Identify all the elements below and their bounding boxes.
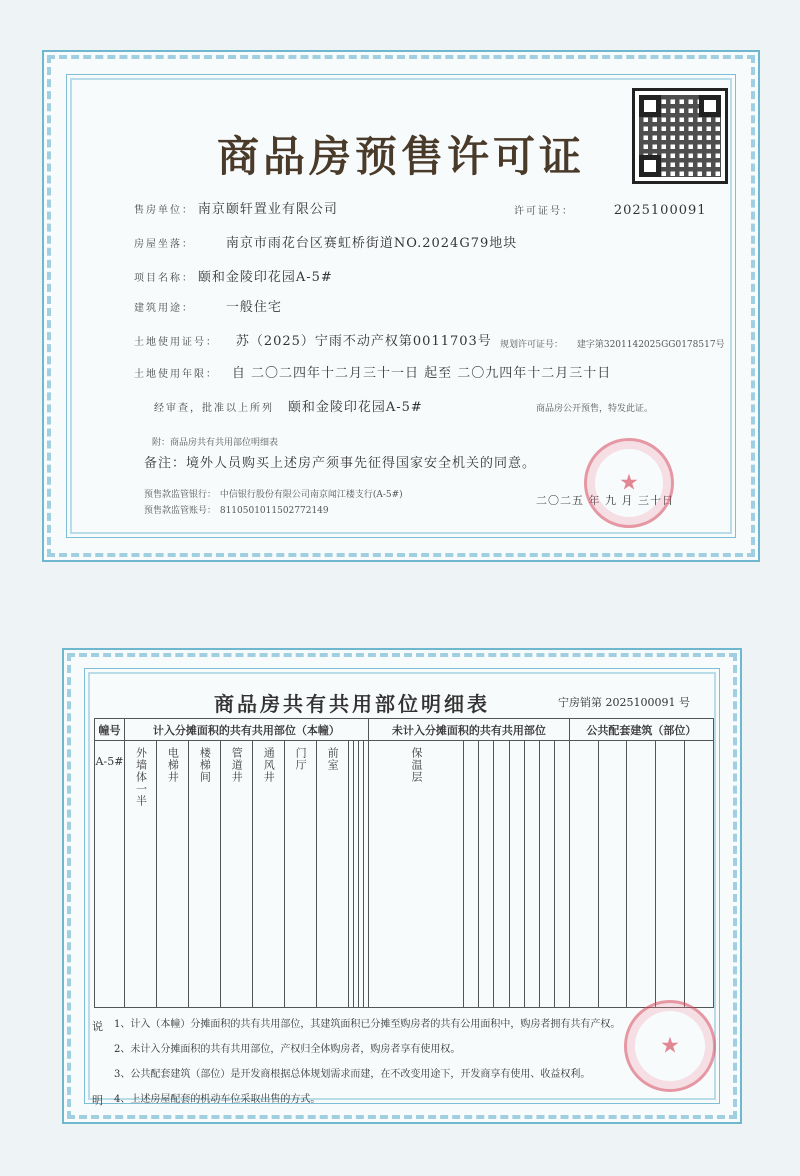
account-label: 预售款监管账号：	[144, 506, 217, 516]
counted-item: 通风井	[262, 747, 276, 783]
counted-item: 电梯井	[166, 747, 180, 783]
notes-side-label-top: 说	[92, 1020, 103, 1033]
land-years-label: 土地使用年限：	[134, 369, 218, 380]
land-years-value: 自 二〇二四年十二月三十一日 起至 二〇九四年十二月三十日	[231, 366, 612, 381]
approval-text: 经审查，批准以上所列	[154, 403, 274, 414]
bank-label: 预售款监管银行：	[144, 490, 217, 500]
location-value: 南京市雨花台区赛虹桥街道NO.2024G79地块	[225, 236, 518, 251]
note-item: 2、未计入分摊面积的共有共用部位，产权归全体购房者，购房者享有使用权。	[114, 1044, 461, 1055]
counted-item: 外墙体一半	[134, 747, 148, 807]
header-shared-counted: 计入分摊面积的共有共用部位（本幢）	[125, 719, 369, 741]
land-cert-value: 苏（2025）宁雨不动产权第0011703号	[235, 334, 492, 349]
counted-item: 门厅	[294, 747, 308, 771]
header-public-facility: 公共配套建筑（部位）	[569, 719, 713, 741]
counted-item: 前室	[326, 747, 340, 771]
appendix-title: 商品房共有共用部位明细表	[214, 692, 490, 716]
account-value: 8110501011502772149	[219, 506, 329, 516]
notes-block	[114, 1012, 620, 1112]
official-seal	[624, 1000, 716, 1092]
plan-permit-value: 建字第3201142025GG0178517号	[576, 340, 725, 350]
header-building: 幢号	[95, 719, 125, 741]
usage-label: 建筑用途：	[134, 303, 194, 314]
star-icon: ★	[660, 1033, 680, 1059]
bank-value: 中信银行股份有限公司南京闻江楼支行(A-5#)	[219, 490, 403, 500]
land-cert-label: 土地使用证号：	[134, 337, 218, 348]
project-value: 颐和金陵印花园A-5#	[197, 270, 333, 285]
star-icon: ★	[619, 470, 639, 496]
table-header-row	[95, 719, 714, 741]
approval-tail: 商品房公开预售，特发此证。	[536, 404, 654, 414]
location-label: 房屋坐落：	[134, 239, 194, 250]
project-label: 项目名称：	[134, 273, 194, 284]
seller-value: 南京颐轩置业有限公司	[197, 202, 338, 217]
official-seal	[584, 438, 674, 528]
counted-item: 管道井	[230, 747, 244, 783]
counted-item: 楼梯间	[198, 747, 212, 783]
table-row	[95, 741, 714, 1008]
attachment-note: 附：商品房共有共用部位明细表	[152, 438, 279, 448]
permit-no-label: 许可证号：	[514, 206, 574, 217]
shared-parts-appendix	[62, 648, 742, 1124]
building-cell: A-5#	[95, 741, 125, 1008]
note-item: 3、公共配套建筑（部位）是开发商根据总体规划需求而建，在不改变用途下，开发商享有使用、收益权利。	[114, 1069, 591, 1080]
seller-label: 售房单位：	[134, 205, 194, 216]
detail-table	[94, 718, 714, 1008]
issue-date: 二〇二五 年 九 月 三十日	[536, 494, 674, 507]
appendix-number: 宁房销第 2025100091 号	[558, 696, 690, 709]
usage-value: 一般住宅	[225, 300, 282, 315]
certificate-title: 商品房预售许可证	[216, 132, 585, 181]
presale-certificate	[42, 50, 760, 562]
remark: 备注：境外人员购买上述房产须事先征得国家安全机关的同意。	[144, 456, 537, 471]
approval-project: 颐和金陵印花园A-5#	[287, 400, 423, 415]
note-item: 1、计入（本幢）分摊面积的共有共用部位，其建筑面积已分摊至购房者的共有公用面积中，购房者拥有共有产权。	[114, 1019, 621, 1030]
note-item: 4、上述房屋配套的机动车位采取出售的方式。	[114, 1094, 321, 1105]
permit-no-value: 2025100091	[613, 203, 707, 218]
notes-side-label-bottom: 明	[92, 1094, 103, 1107]
not-counted-item: 保温层	[410, 747, 424, 783]
plan-permit-label: 规划许可证号：	[500, 340, 564, 350]
header-not-counted: 未计入分摊面积的共有共用部位	[368, 719, 569, 741]
